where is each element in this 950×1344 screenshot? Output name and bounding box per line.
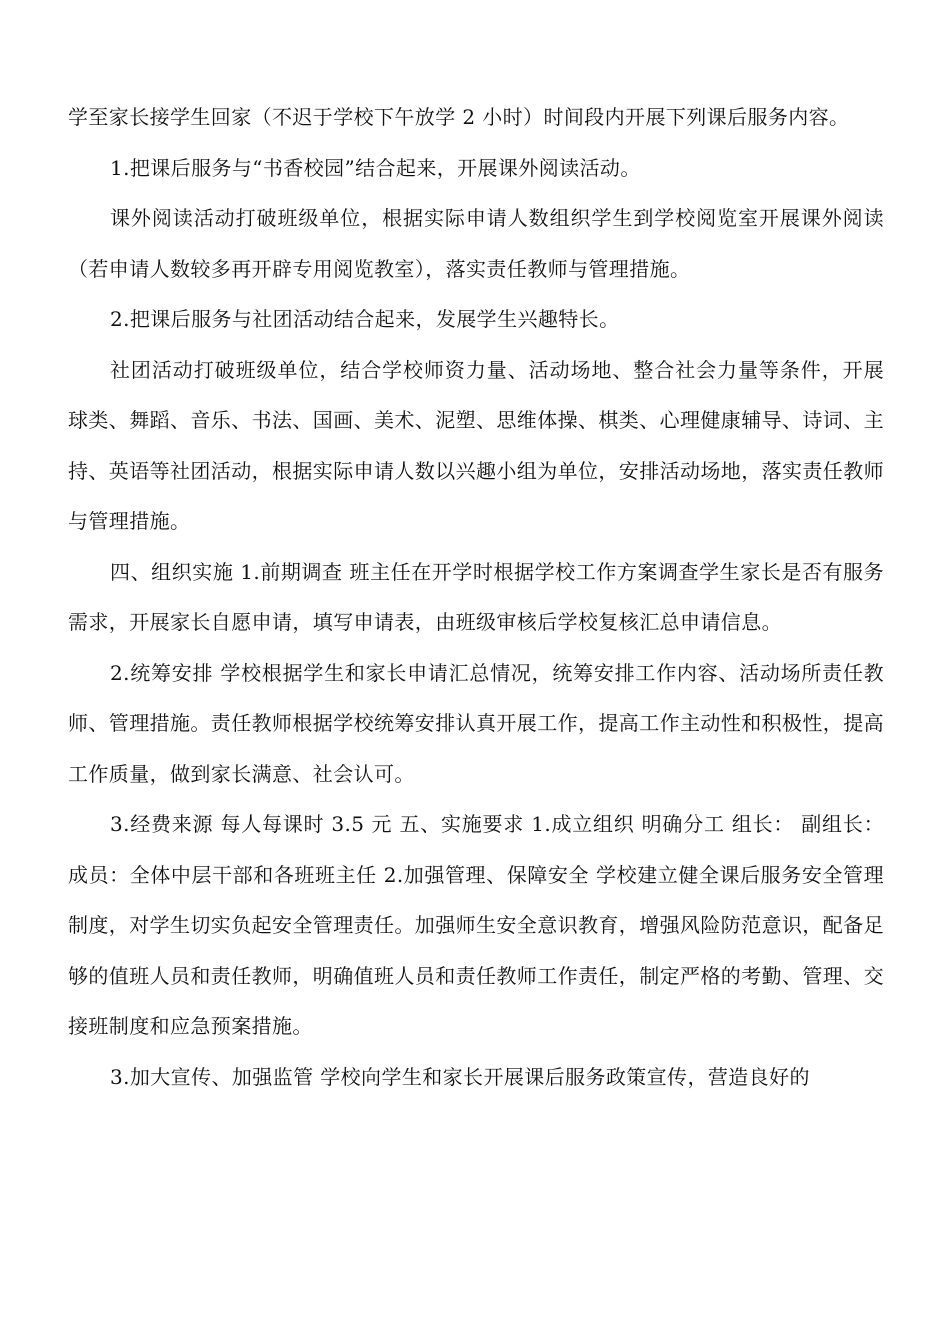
document-body: [68, 92, 884, 1102]
paragraph-organization: 四、组织实施 1.前期调查 班主任在开学时根据学校工作方案调查学生家长是否有服务需求，开展家长自愿申请，填写申请表，由班级审核后学校复核汇总申请信息。: [68, 559, 884, 634]
paragraph-continuation: 学至家长接学生回家（不迟于学校下午放学 2 小时）时间段内开展下列课后服务内容。: [68, 105, 850, 129]
paragraph-funding-requirements: 3.经费来源 每人每课时 3.5 元 五、实施要求 1.成立组织 明确分工 组长： 副组长： 成员：全体中层干部和各班班主任 2.加强管理、保障安全 学校建立健全课后服务安全管理制度，对学生切实负起安全管理责任。加强师生安全意识教育，增强风险防范意识，配备足够的值班人员和责任教师，明确值班人员和责任教师工作责任，制定严格的考勤、管理、交接班制度和应急预案措施。: [68, 812, 884, 1038]
paragraph-publicity: 3.加大宣传、加强监管 学校向学生和家长开展课后服务政策宣传，营造良好的: [110, 1064, 810, 1089]
paragraph-club-heading: 2.把课后服务与社团活动结合起来，发展学生兴趣特长。: [110, 307, 620, 331]
paragraph-reading-heading: 1.把课后服务与“书香校园”结合起来，开展课外阅读活动。: [110, 155, 641, 180]
paragraph-club-body: 社团活动打破班级单位，结合学校师资力量、活动场地、整合社会力量等条件，开展球类、舞蹈、音乐、书法、国画、美术、泥塑、思维体操、棋类、心理健康辅导、诗词、主持、英语等社团活动，根据实际申请人数以兴趣小组为单位，安排活动场地，落实责任教师与管理措施。: [68, 357, 884, 533]
paragraph-reading-body: 课外阅读活动打破班级单位，根据实际申请人数组织学生到学校阅览室开展课外阅读（若申请人数较多再开辟专用阅览教室），落实责任教师与管理措施。: [68, 206, 884, 281]
paragraph-arrangement: 2.统筹安排 学校根据学生和家长申请汇总情况，统筹安排工作内容、活动场所责任教师、管理措施。责任教师根据学校统筹安排认真开展工作，提高工作主动性和积极性，提高工作质量，做到家长满意、社会认可。: [68, 660, 884, 786]
